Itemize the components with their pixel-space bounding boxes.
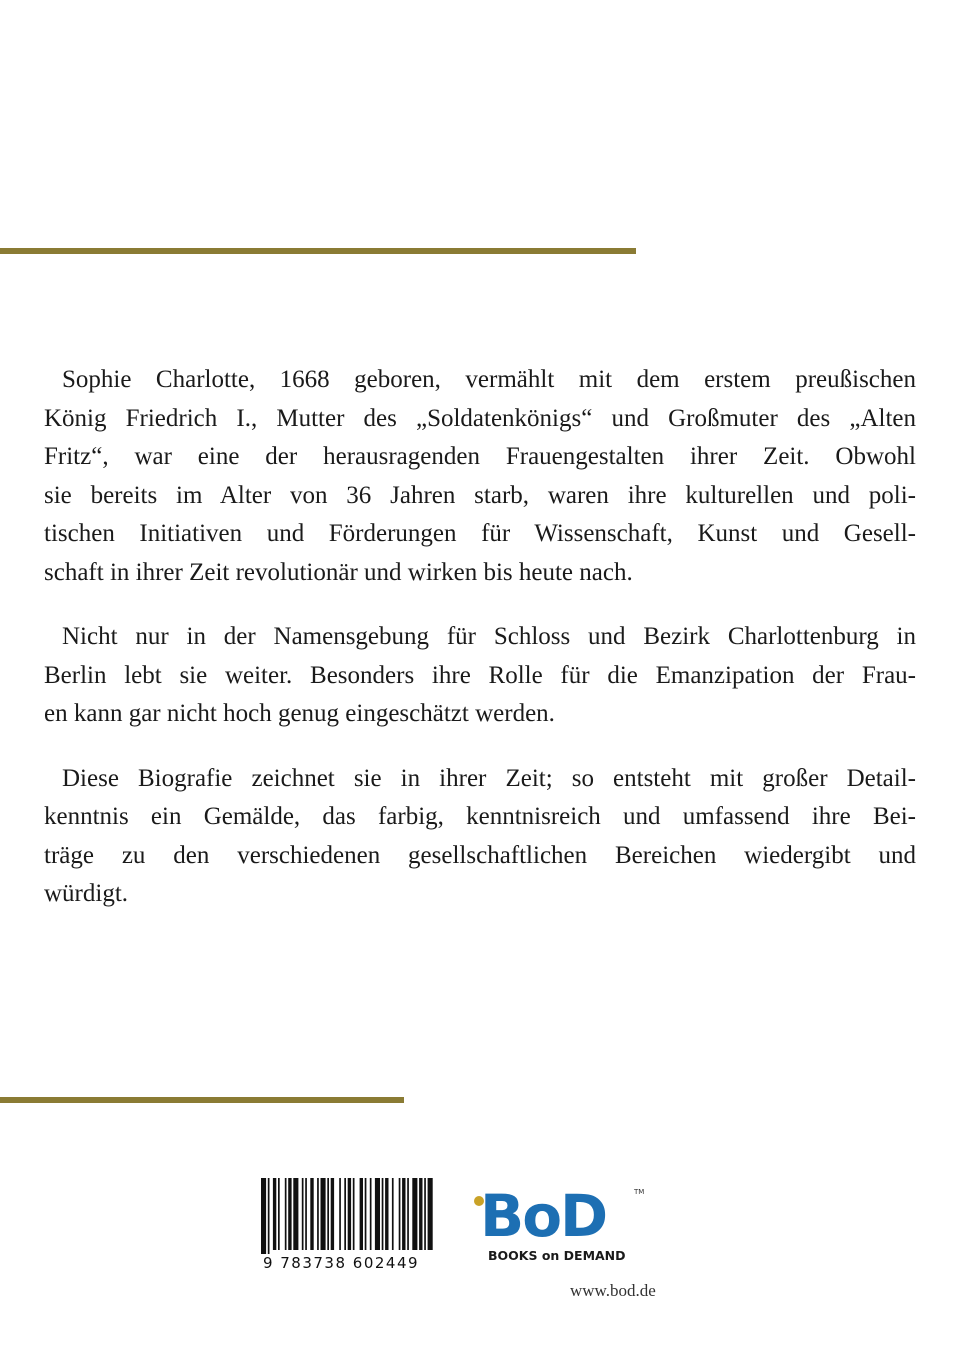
barcode-bar [317,1178,319,1250]
isbn-digits: 9 783738 602449 [262,1254,420,1272]
barcode-bar [285,1178,287,1250]
text-line: Berlin lebt sie weiter. Besonders ihre Rolle für die Emanzipation der Frau- [44,661,916,689]
isbn-barcode [243,1178,439,1275]
blurb-paragraph-2 [44,618,916,734]
barcode-bar [370,1178,372,1250]
logo-wordmark: BoD [480,1182,607,1250]
barcode-bar [288,1178,291,1250]
barcode-bar [392,1178,394,1250]
barcode-bar [321,1178,326,1250]
barcode-bar [348,1178,351,1250]
top-divider-rule [0,248,636,254]
text-line: würdigt. [44,880,129,907]
barcode-bar [360,1178,363,1250]
barcode-bar [344,1178,346,1250]
barcode-bar [375,1178,380,1250]
barcode-bar [412,1178,417,1250]
text-line: König Friedrich I., Mutter des „Soldatenkönigs“ und Großmuter des „Alten [44,404,916,432]
barcode-bar [419,1178,422,1250]
barcode-bar [424,1178,426,1250]
bod-publisher-logo [474,1182,650,1272]
text-line: sie bereits im Alter von 36 Jahren starb, waren ihre kulturellen und poli- [44,481,916,509]
barcode-bar [293,1178,298,1250]
barcode-bar [407,1178,409,1250]
text-line: schaft in ihrer Zeit revolutionär und wirken bis heute nach. [44,558,633,586]
barcode-bar [268,1178,270,1254]
barcode-bar [261,1178,266,1254]
barcode-bar [382,1178,384,1250]
barcode-bar [302,1178,304,1250]
barcode-bar [399,1178,401,1250]
publisher-url: www.bod.de [570,1281,656,1300]
logo-trademark: TM [634,1188,645,1196]
logo-subtitle: BOOKS on DEMAND [488,1248,626,1263]
barcode-bar [385,1178,388,1250]
barcode-bar [327,1178,329,1250]
barcode-bar [365,1178,367,1250]
barcode-bar [339,1178,341,1250]
barcode-bar [310,1178,313,1250]
barcode-bar [428,1178,433,1250]
barcode-bars-icon [243,1178,439,1254]
barcode-bar [331,1178,334,1250]
text-line: kenntnis ein Gemälde, das farbig, kenntnisreich und umfassend ihre Bei- [44,803,916,830]
text-line: Fritz“, war eine der herausragenden Frauengestalten ihrer Zeit. Obwohl [44,443,916,470]
blurb-paragraph-1 [44,361,916,592]
barcode-bar [353,1178,355,1250]
text-line: en kann gar nicht hoch genug eingeschätzt werden. [44,700,555,727]
text-line: Sophie Charlotte, 1668 geboren, vermählt mit dem erstem preußischen [62,366,916,393]
text-line: Diese Biografie zeichnet sie in ihrer Zeit; so entsteht mit großer Detail- [62,764,916,792]
barcode-bar [278,1178,280,1250]
barcode-bar [273,1178,276,1250]
barcode-bar [402,1178,405,1250]
text-line: Nicht nur in der Namensgebung für Schloss und Bezirk Charlottenburg in [62,623,916,650]
barcode-bar [305,1178,307,1250]
text-line: träge zu den verschiedenen gesellschaftlichen Bereichen wiedergibt und [44,841,916,869]
back-cover-blurb [44,361,916,940]
bottom-divider-rule [0,1097,404,1103]
text-line: tischen Initiativen und Förderungen für Wissenschaft, Kunst und Gesell- [44,520,916,547]
blurb-paragraph-3 [44,760,916,914]
